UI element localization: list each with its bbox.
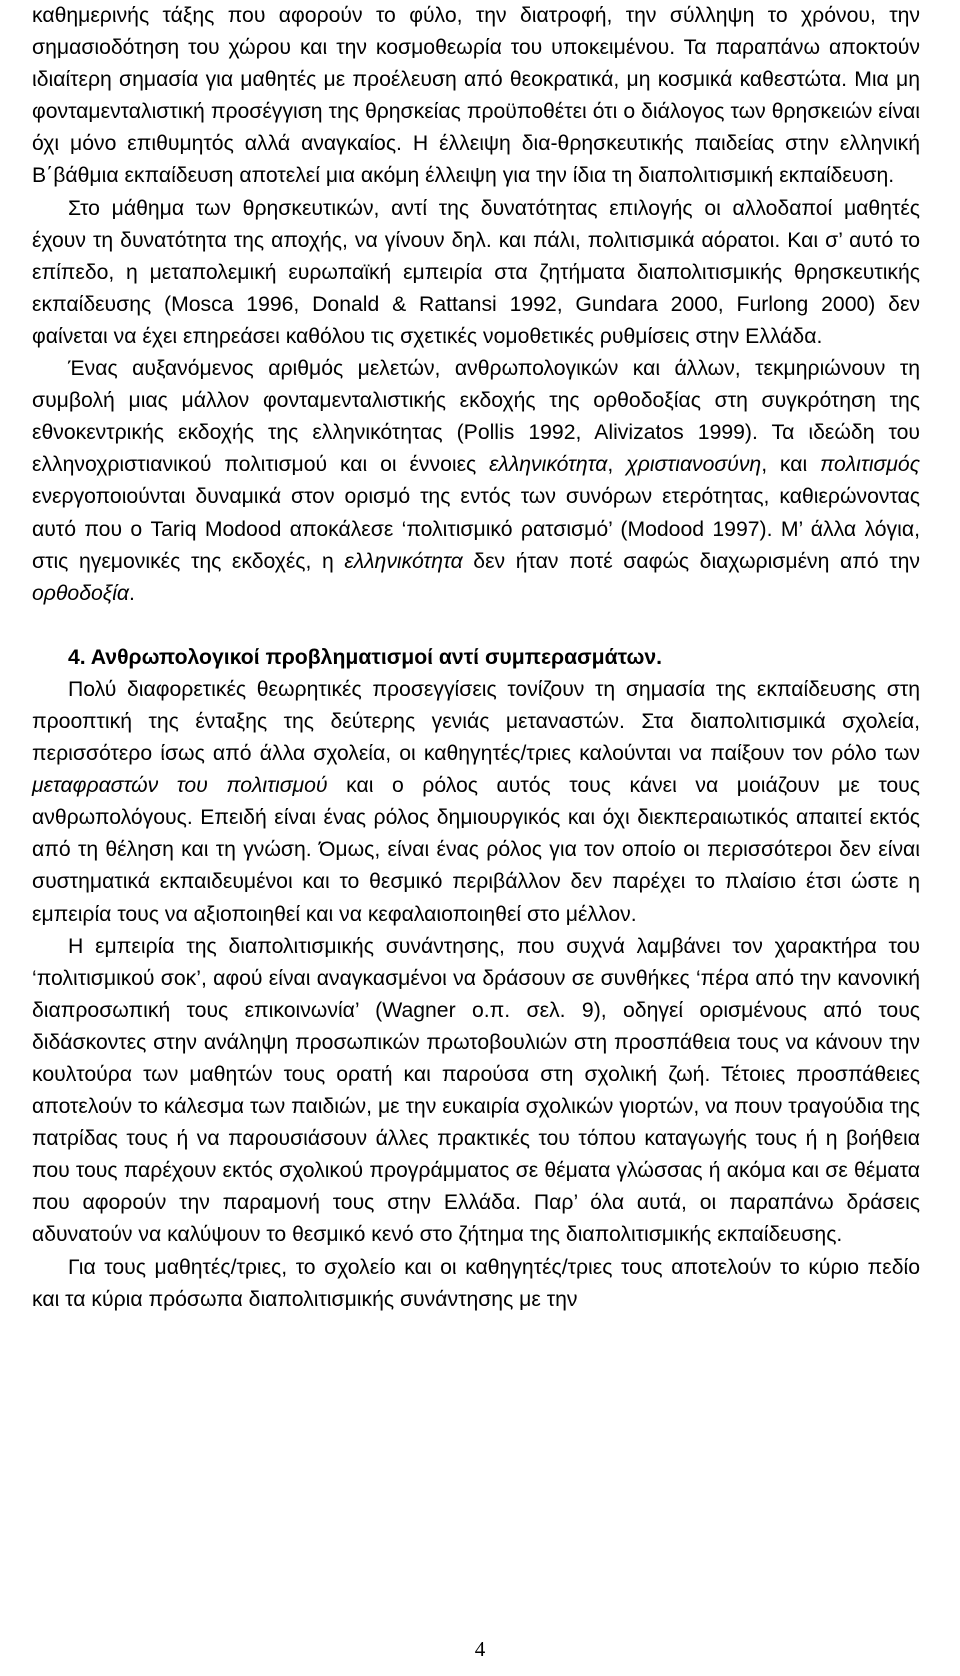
term-christianosyni: χριστιανοσύνη xyxy=(626,453,762,477)
paragraph-4 xyxy=(32,674,920,931)
paragraph-5-text: Η εμπειρία της διαπολιτισμικής συνάντησης, που συχνά λαμβάνει τον χαρακτήρα του ‘πολιτισμικού σοκ’, αφού είναι αναγκασμένοι να δράσουν σε συνθήκες ‘πέρα από την κανονική διαπροσωπική τους επικοινωνία’ (Wagner ο.π. σελ. 9), οδηγεί ορισμένους από τους διδάσκοντες στην ανάληψη προσωπικών πρωτοβουλιών στη προσπάθεια τους να κάνουν την κουλτούρα των μαθητών τους ορατή και παρούσα στη σχολική ζωή. Τέτοιες προσπάθειες αποτελούν το κάλεσμα των παιδιών, με την ευκαιρία σχολικών γιορτών, να πουν τραγούδια της πατρίδας τους ή να παρουσιάσουν άλλες πρακτικές του τόπου καταγωγής τους ή η βοήθεια που τους παρέχουν εκτός σχολικού προγράμματος σε θέματα γλώσσας ή ακόμα και σε θέματα που αφορούν την παραμονή τους στην Ελλάδα. Παρ’ όλα αυτά, οι παραπάνω δράσεις αδυνατούν να καλύψουν το θεσμικό κενό στο ζήτημα της διαπολιτισμικής εκπαίδευσης. xyxy=(32,934,920,1247)
paragraph-6 xyxy=(32,1252,920,1316)
document-page xyxy=(32,0,920,1316)
paragraph-4-text-b: και ο ρόλος αυτός τους κάνει να μοιάζουν με τους ανθρωπολόγους. Επειδή είναι ένας ρόλος δημιουργικός και όχι διεκπεραιωτικός απαιτεί εκτός από τη θέληση και τη γνώση. Όμως, είναι ένας ρόλος για τον οποίο οι περισσότεροι δεν είναι συστηματικά εκπαιδευμένοι και το θεσμικό περιβάλλον δεν παρέχει το πλαίσιο έτσι ώστε η εμπειρία τους να αξιοποιηθεί και να κεφαλαιοποιηθεί στο μέλλον. xyxy=(32,774,920,926)
paragraph-3-text-d: ενεργοποιούνται δυναμικά στον ορισμό της εντός των συνόρων ετερότητας, καθιερώνοντας αυτό που ο Tariq Modood αποκάλεσε ‘πολιτισμικό ρατσισμό’ (Modood 1997). Μ’ άλλα λόγια, στις ηγεμονικές της εκδοχές, η xyxy=(32,485,920,573)
term-ellinikotita: ελληνικότητα xyxy=(489,453,608,477)
paragraph-3-text-f: . xyxy=(129,581,135,605)
term-politismos: πολιτισμός xyxy=(820,453,920,477)
paragraph-3-text-e: δεν ήταν ποτέ σαφώς διαχωρισμένη από την xyxy=(462,549,921,573)
paragraph-3 xyxy=(32,353,920,610)
paragraph-5 xyxy=(32,931,920,1252)
paragraph-2 xyxy=(32,193,920,353)
paragraph-6-text: Για τους μαθητές/τριες, το σχολείο και οι καθηγητές/τριες τους αποτελούν το κύριο πεδίο και τα κύρια πρόσωπα διαπολιτισμικής συνάντησης με την xyxy=(32,1255,920,1311)
paragraph-3-text-a: Ένας αυξανόμενος αριθμός μελετών, ανθρωπολογικών και άλλων, τεκμηριώνουν τη συμβολή μιας μάλλον φονταμενταλιστικής εκδοχής της ορθοδοξίας στη συγκρότηση της εθνοκεντρικής εκδοχής της ελληνικότητας (Pollis 1992, Alivizatos 1999). Τα ιδεώδη του ελληνοχριστιανικού πολιτισμού και οι έννοιες xyxy=(32,357,920,477)
paragraph-1 xyxy=(32,0,920,193)
paragraph-1-text: καθημερινής τάξης που αφορούν το φύλο, την διατροφή, την σύλληψη το χρόνου, την σημασιοδότηση του χώρου και την κοσμοθεωρία του υποκειμένου. Τα παραπάνω αποκτούν ιδιαίτερη σημασία για μαθητές με προέλευση από θεοκρατικά, μη κοσμικά καθεστώτα. Μια μη φονταμενταλιστική προσέγγιση της θρησκείας προϋποθέτει ότι ο διάλογος των θρησκειών είναι όχι μόνο επιθυμητός αλλά αναγκαίος. Η έλλειψη δια-θρησκευτικής παιδείας στην ελληνική Β΄βάθμια εκπαίδευση αποτελεί μια ακόμη έλλειψη για την ίδια τη διαπολιτισμική εκπαίδευση. xyxy=(32,4,920,188)
paragraph-4-text-a: Πολύ διαφορετικές θεωρητικές προσεγγίσεις τονίζουν τη σημασία της εκπαίδευσης στη προοπτική της ένταξης της δεύτερης γενιάς μεταναστών. Στα διαπολιτισμικά σχολεία, περισσότερο ίσως από άλλα σχολεία, οι καθηγητές/τριες καλούνται να παίξουν τον ρόλο των xyxy=(32,677,920,766)
term-ellinikotita-2: ελληνικότητα xyxy=(344,549,463,573)
term-orthodoxia: ορθοδοξία xyxy=(32,581,130,605)
term-metafrastes: μεταφραστών του πολιτισμού xyxy=(32,774,328,798)
section-heading: 4. Ανθρωπολογικοί προβληματισμοί αντί συμπερασμάτων. xyxy=(68,645,663,669)
page-number: 4 xyxy=(474,1637,486,1661)
paragraph-3-text-c: , και xyxy=(761,453,821,477)
paragraph-2-text: Στο μάθημα των θρησκευτικών, αντί της δυνατότητας επιλογής οι αλλοδαποί μαθητές έχουν τη δυνατότητα της αποχής, να γίνουν δηλ. και πάλι, πολιτισμικά αόρατοι. Και σ’ αυτό το επίπεδο, η μεταπολεμική ευρωπαϊκή εμπειρία στα ζητήματα διαπολιτισμικής θρησκευτικής εκπαίδευσης (Mosca 1996, Donald & Rattansi 1992, Gundara 2000, Furlong 2000) δεν φαίνεται να έχει επηρεάσει καθόλου τις σχετικές νομοθετικές ρυθμίσεις στην Ελλάδα. xyxy=(32,196,920,348)
paragraph-3-text-b: , xyxy=(607,453,627,477)
